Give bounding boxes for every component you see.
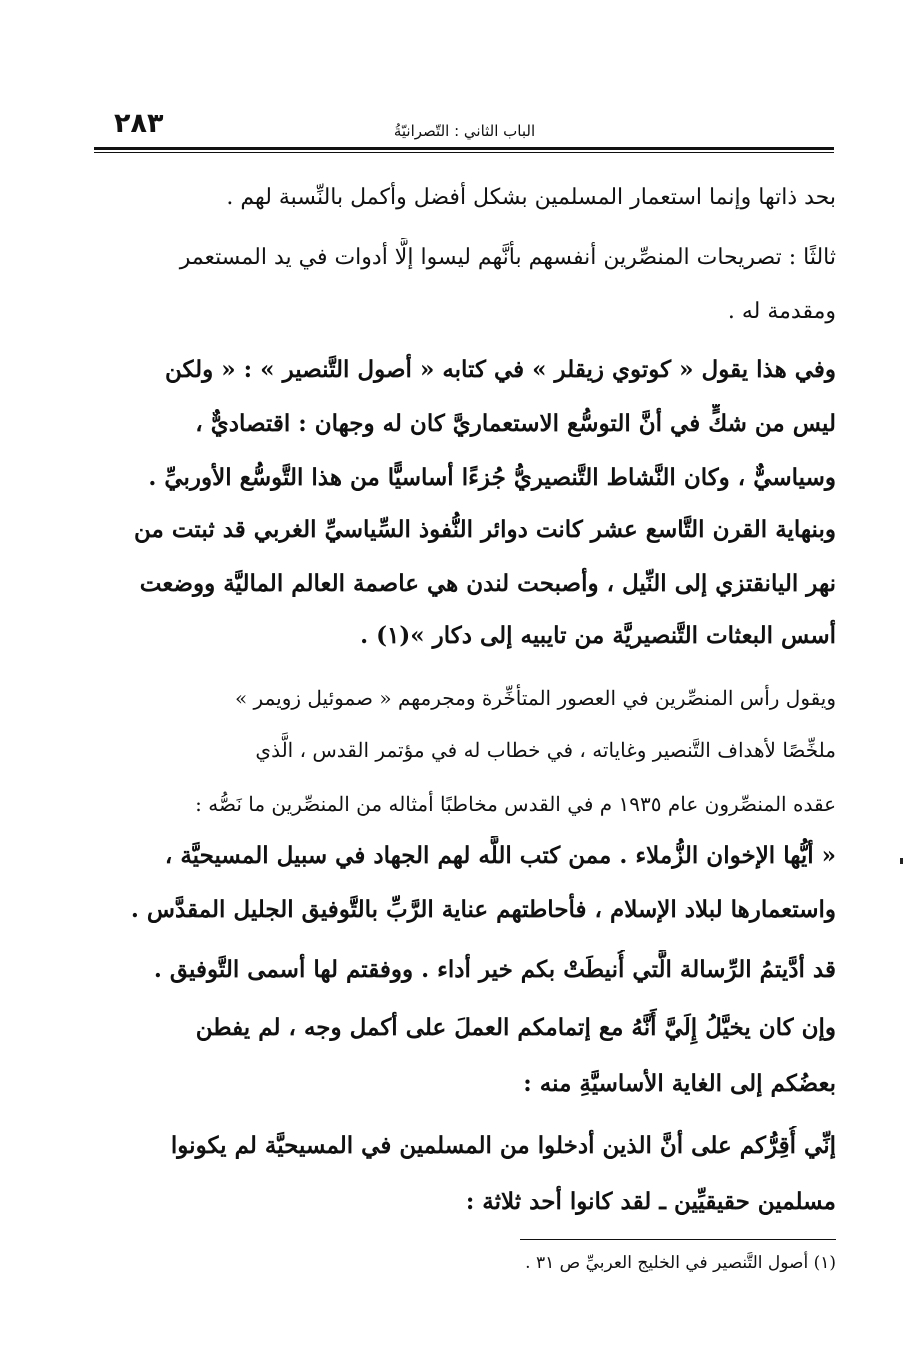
body-line: واستعمارها لبلاد الإسلام ، فأحاطتهم عناية الرَّبِّ بالتَّوفيق الجليل المقدَّس .	[130, 896, 836, 923]
running-title: الباب الثاني : التّصرانيّةُ	[393, 122, 536, 140]
body-line: ملخِّصًا لأهداف التَّنصير وغاياته ، في خطاب له في مؤتمر القدس ، الَّذي	[255, 738, 836, 762]
header-rule	[94, 147, 834, 150]
body-line: عقده المنصِّرون عام ١٩٣٥ م في القدس مخاطبًا أمثاله من المنصِّرين ما نَصُّه :	[195, 792, 836, 816]
body-line: قد أدَّيتمُ الرِّسالة الَّتي أُنيطَتْ بكم خير أداء . ووفقتم لها أسمى التَّوفيق .	[153, 956, 836, 983]
body-line: وسياسيٌّ ، وكان النَّشاط التَّنصيريُّ جُزءًا أساسيًّا من هذا التَّوسُّع الأوربيِّ .	[148, 464, 836, 491]
footnote-separator	[520, 1239, 836, 1240]
body-line: بحد ذاتها وإنما استعمار المسلمين بشكل أفضل وأكمل بالنِّسبة لهم .	[226, 185, 836, 210]
body-line: بعضُكم إلى الغاية الأساسيَّةِ منه :	[523, 1070, 836, 1097]
footnote: (١) أصول التَّنصير في الخليج العربيِّ ص ٣١ .	[525, 1253, 836, 1273]
body-line: نهر اليانقتزي إلى النِّيل ، وأصبحت لندن هي عاصمة العالم الماليَّة ووضعت	[139, 570, 836, 597]
body-line: « أيُّها الإخوان الزُّملاء . ممن كتب اللَّه لهم الجهاد في سبيل المسيحيَّة ،	[164, 842, 836, 869]
body-line: وبنهاية القرن التَّاسع عشر كانت دوائر النُّفوذ السِّياسيِّ الغربي قد ثبتت من	[134, 516, 836, 543]
body-line: وفي هذا يقول « كوتوي زيقلر » في كتابه « أصول التَّنصير » : « ولكن	[164, 356, 836, 383]
body-line: ويقول رأس المنصِّرين في العصور المتأخِّرة ومجرمهم « صموئيل زويمر »	[234, 686, 836, 710]
body-line: وإن كان يخيَّلُ إِلَيَّ أَنَّهُ مع إتمامكم العملَ على أكمل وجه ، لم يفطن	[195, 1014, 836, 1041]
margin-mark	[900, 858, 903, 864]
body-line: ثالثًا : تصريحات المنصِّرين أنفسهم بأنَّهم ليسوا إلَّا أدوات في يد المستعمر	[179, 245, 836, 270]
body-line: إنِّي أُقِرُّكم على أنَّ الذين أدخلوا من المسلمين في المسيحيَّة لم يكونوا	[170, 1132, 836, 1159]
body-line: مسلمين حقيقيِّين ـ لقد كانوا أحد ثلاثة :	[465, 1188, 836, 1215]
body-line: ليس من شكٍّ في أنَّ التوسُّع الاستعماريَّ كان له وجهان : اقتصاديٌّ ،	[195, 410, 836, 437]
page-number: ٢٨٣	[114, 108, 164, 139]
header-rule-thin	[94, 152, 834, 153]
body-line: أسس البعثات التَّنصيريَّة من تايبيه إلى دكار »(١) .	[360, 622, 836, 649]
body-line: ومقدمة له .	[727, 299, 836, 324]
page-header	[96, 108, 833, 148]
